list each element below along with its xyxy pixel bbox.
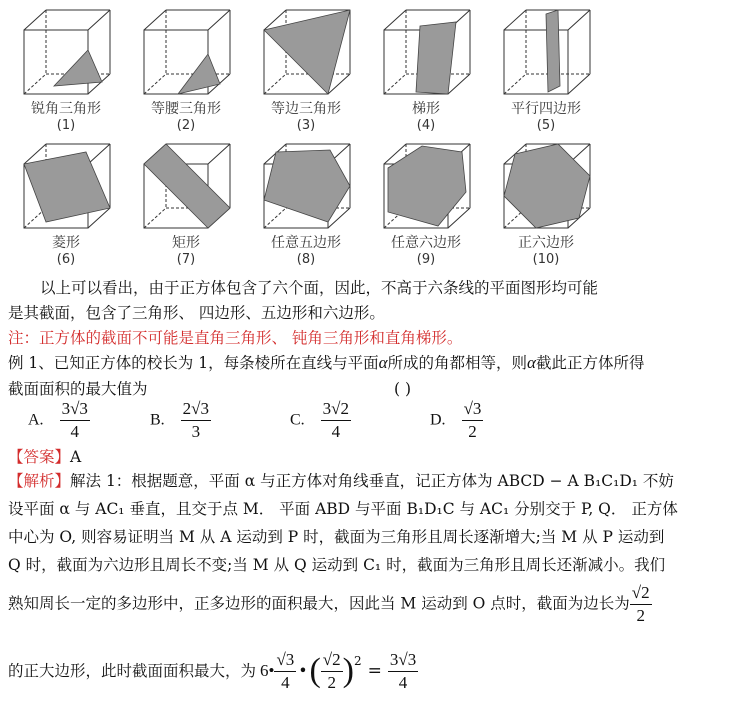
- figure-number: (3): [296, 118, 316, 133]
- analysis-text: 解法 1：根据题意，平面 α 与正方体对角线垂直，记正方体为 ABCD − A B₁C₁D₁ 不妨: [70, 472, 674, 490]
- fraction-denominator: 3: [191, 422, 201, 441]
- intro-line-2: 是其截面，包含了三角形、 四边形、五边形和六边形。: [8, 304, 385, 322]
- fraction-denominator: 4: [398, 672, 408, 692]
- figure-label: 正六边形: [518, 235, 574, 251]
- option-letter: C.: [290, 411, 305, 429]
- option-d: [430, 400, 483, 441]
- figure-row-2: [0, 138, 746, 270]
- analysis-text: 的正大边形，此时截面面积最大，为: [8, 662, 257, 680]
- analysis-line-1: [8, 468, 738, 494]
- figure-label: 等腰三角形: [151, 101, 221, 117]
- figure-number: (4): [416, 118, 436, 133]
- fraction-numerator: 2√3: [181, 400, 211, 421]
- figure-pentagon: [246, 138, 366, 270]
- figure-number: (7): [176, 252, 196, 267]
- example-text-a: 例 1、已知正方体的校长为 1，每条棱所在直线与平面: [8, 354, 379, 372]
- fraction-denominator: 4: [331, 422, 341, 441]
- fraction-numerator: 3√2: [321, 400, 351, 421]
- option-fraction: [321, 400, 351, 441]
- figure-rectangle: [126, 138, 246, 270]
- figure-number: (6): [56, 252, 76, 267]
- option-fraction: [462, 400, 484, 441]
- figure-number: (8): [296, 252, 316, 267]
- figure-label: 锐角三角形: [31, 101, 101, 117]
- answer-value: A: [70, 448, 82, 466]
- exponent: 2: [353, 654, 362, 668]
- final-fraction-1: [274, 651, 296, 692]
- fraction-numerator: 3√3: [60, 400, 90, 421]
- figure-parallelogram: [486, 4, 606, 136]
- option-letter: A.: [28, 411, 44, 429]
- option-letter: D.: [430, 411, 446, 429]
- fraction-denominator: 4: [281, 672, 290, 692]
- analysis-line-4: Q 时，截面为六边形且周长不变;当 M 从 Q 运动到 C₁ 时，截面为三角形且周长还渐减小。我们: [8, 556, 666, 574]
- option-fraction: [60, 400, 90, 441]
- final-fraction-2: [321, 651, 343, 692]
- analysis-line-6: [8, 646, 738, 696]
- option-b: [150, 400, 211, 441]
- figure-isosceles-triangle: [126, 4, 246, 136]
- analysis-line-2: 设平面 α 与 AC₁ 垂直，且交于点 M． 平面 ABD 与平面 B₁D₁C 与 AC₁ 分别交于 P, Q． 正方体: [8, 500, 678, 518]
- figure-rhombus: [6, 138, 126, 270]
- answer-blank: ( ): [394, 380, 412, 398]
- figure-regular-hexagon: [486, 138, 606, 270]
- alpha-symbol: α: [378, 353, 388, 372]
- figure-hexagon: [366, 138, 486, 270]
- figure-label: 矩形: [172, 235, 200, 251]
- example-text-b: 所成的角都相等，则: [387, 354, 528, 372]
- figure-number: (1): [56, 118, 76, 133]
- figure-equilateral-triangle: [246, 4, 366, 136]
- figure-number: (5): [536, 118, 556, 133]
- fraction-denominator: 2: [327, 672, 336, 692]
- example-question: 截面面积的最大值为: [8, 380, 148, 398]
- equals-sign: =: [367, 661, 382, 681]
- fraction-denominator: 4: [70, 422, 79, 441]
- fraction-numerator: √2: [321, 651, 343, 672]
- figure-number: (9): [416, 252, 436, 267]
- figure-trapezoid: [366, 4, 486, 136]
- option-fraction: [181, 400, 211, 441]
- alpha-symbol: α: [527, 353, 536, 372]
- fraction-denominator: 2: [636, 606, 645, 625]
- example-text-c: 截此正方体所得: [535, 354, 645, 372]
- fraction-denominator: 2: [468, 422, 477, 441]
- fraction-numerator: √2: [630, 584, 652, 605]
- figure-acute-triangle: [6, 4, 126, 136]
- analysis-line-3: 中心为 O, 则容易证明当 M 从 A 运动到 P 时，截面为三角形且周长逐渐增大;当 M 从 P 运动到: [8, 528, 665, 546]
- figure-label: 平行四边形: [511, 101, 581, 117]
- figure-row-1: [0, 4, 746, 136]
- figure-label: 任意六边形: [391, 235, 461, 251]
- analysis-line-5: [8, 584, 738, 625]
- option-c: [290, 400, 351, 441]
- left-paren: (: [309, 652, 321, 689]
- final-result-fraction: [388, 651, 418, 692]
- figure-label: 梯形: [412, 101, 440, 117]
- note-line: 注：正方体的截面不可能是直角三角形、 钝角三角形和直角梯形。: [8, 329, 463, 347]
- example-line-2: [8, 376, 738, 402]
- figure-number: (10): [532, 252, 560, 267]
- analysis-tag: 【解析】: [8, 472, 71, 490]
- figure-label: 等边三角形: [271, 101, 341, 117]
- figure-label: 任意五边形: [271, 235, 341, 251]
- example-line-1: [8, 350, 738, 376]
- right-paren: ): [342, 652, 354, 689]
- analysis-text: 熟知周长一定的多边形中，正多边形的面积最大，因此当 M 运动到 O 点时，截面为边长为: [8, 594, 630, 613]
- fraction-numerator: √3: [274, 651, 296, 672]
- side-length-fraction: [630, 584, 652, 625]
- answer-line: [8, 444, 738, 470]
- intro-line-1: 以上可以看出，由于正方体包含了六个面，因此，不高于六条线的平面图形均可能: [40, 279, 599, 297]
- figure-number: (2): [176, 118, 196, 133]
- answer-tag: 【答案】: [8, 448, 71, 466]
- option-a: [28, 400, 90, 441]
- figure-label: 菱形: [52, 235, 80, 251]
- multiply-dot: •: [298, 662, 308, 680]
- final-coefficient: 6•: [260, 661, 275, 680]
- fraction-numerator: 3√3: [388, 651, 418, 672]
- fraction-numerator: √3: [462, 400, 484, 421]
- option-letter: B.: [150, 411, 165, 429]
